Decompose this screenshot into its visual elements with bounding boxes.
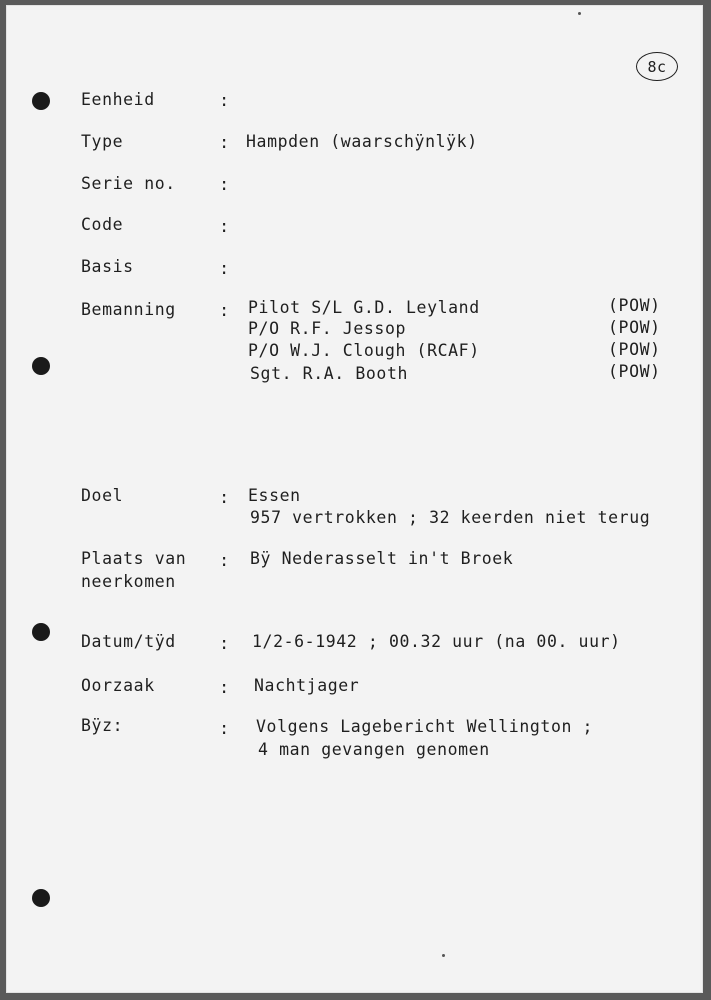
value-plaats: Bÿ Nederasselt in't Broek bbox=[250, 549, 514, 568]
colon: : bbox=[219, 551, 230, 571]
colon: : bbox=[219, 488, 230, 508]
label-eenheid: Eenheid bbox=[81, 90, 155, 109]
crew-status: (POW) bbox=[608, 296, 661, 315]
colon: : bbox=[219, 91, 230, 111]
value-oorzaak: Nachtjager bbox=[254, 676, 360, 695]
colon: : bbox=[219, 719, 230, 739]
label-basis: Basis bbox=[81, 257, 134, 276]
value-datum: 1/2-6-1942 ; 00.32 uur (na 00. uur) bbox=[252, 632, 621, 651]
crew-status: (POW) bbox=[608, 318, 661, 337]
colon: : bbox=[219, 301, 230, 321]
paper-speck bbox=[442, 954, 445, 957]
colon: : bbox=[219, 678, 230, 698]
value-byz-line2: 4 man gevangen genomen bbox=[258, 740, 490, 759]
label-oorzaak: Oorzaak bbox=[81, 676, 155, 695]
crew-status: (POW) bbox=[608, 362, 661, 381]
crew-status: (POW) bbox=[608, 340, 661, 359]
binder-hole-3 bbox=[32, 623, 50, 641]
label-datum: Datum/tÿd bbox=[81, 632, 176, 651]
binder-hole-2 bbox=[32, 357, 50, 375]
crew-name: P/O R.F. Jessop bbox=[248, 319, 407, 338]
label-serie-no: Serie no. bbox=[81, 174, 176, 193]
colon: : bbox=[219, 634, 230, 654]
value-doel-target: Essen bbox=[248, 486, 301, 505]
colon: : bbox=[219, 259, 230, 279]
binder-hole-1 bbox=[32, 92, 50, 110]
value-doel-note: 957 vertrokken ; 32 keerden niet terug bbox=[250, 508, 651, 527]
label-plaats-line1: Plaats van bbox=[81, 549, 187, 568]
label-code: Code bbox=[81, 215, 124, 234]
value-byz-line1: Volgens Lagebericht Wellington ; bbox=[256, 717, 594, 736]
crew-name: P/O W.J. Clough (RCAF) bbox=[248, 341, 480, 360]
binder-hole-4 bbox=[32, 889, 50, 907]
colon: : bbox=[219, 133, 230, 153]
label-byz: Bÿz: bbox=[81, 716, 124, 735]
crew-name: Pilot S/L G.D. Leyland bbox=[248, 298, 480, 317]
paper-speck bbox=[578, 12, 581, 15]
label-type: Type bbox=[81, 132, 124, 151]
colon: : bbox=[219, 217, 230, 237]
document-page bbox=[6, 5, 703, 993]
colon: : bbox=[219, 175, 230, 195]
value-type: Hampden (waarschÿnlÿk) bbox=[246, 132, 478, 151]
label-bemanning: Bemanning bbox=[81, 300, 176, 319]
label-plaats-line2: neerkomen bbox=[81, 572, 176, 591]
label-doel: Doel bbox=[81, 486, 124, 505]
crew-name: Sgt. R.A. Booth bbox=[250, 364, 409, 383]
page-number: 8c bbox=[636, 52, 678, 81]
